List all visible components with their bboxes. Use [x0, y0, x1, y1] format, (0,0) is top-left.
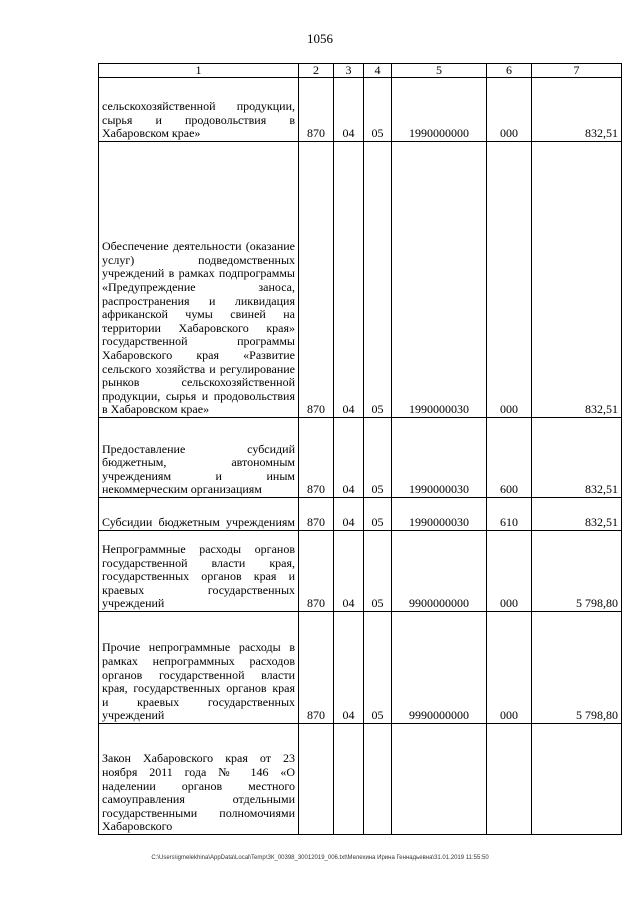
row-col5-cell: 9900000000 [392, 531, 487, 612]
file-path-footer: C:\Users\igmelekhina\AppData\Local\Temp\ЗК_00398_30012019_006.txt\Мелехина Ирина Геннадьевна\31.01.2019 11:55:50 [151, 855, 489, 861]
row-amount-cell: 5 798,80 [532, 612, 622, 724]
row-col4-cell [364, 724, 392, 835]
row-col6-cell: 600 [487, 418, 532, 498]
row-col4-cell: 05 [364, 612, 392, 724]
column-header: 1 [99, 64, 299, 78]
row-col6-cell: 000 [487, 78, 532, 142]
column-header: 7 [532, 64, 622, 78]
column-header: 3 [334, 64, 364, 78]
row-col6-cell: 610 [487, 498, 532, 531]
row-col3-cell: 04 [334, 78, 364, 142]
table-row [99, 612, 622, 724]
row-col5-cell: 1990000000 [392, 78, 487, 142]
table-row [99, 498, 622, 531]
row-name-cell: Предоставление субсидий бюджетным, автономным учреждениям и иным некоммерческим организациям [99, 418, 299, 498]
row-col6-cell: 000 [487, 531, 532, 612]
row-col2-cell: 870 [299, 78, 334, 142]
row-col6-cell [487, 724, 532, 835]
column-header: 5 [392, 64, 487, 78]
row-col4-cell: 05 [364, 531, 392, 612]
column-header: 2 [299, 64, 334, 78]
row-col4-cell: 05 [364, 498, 392, 531]
row-col4-cell: 05 [364, 142, 392, 418]
row-amount-cell [532, 724, 622, 835]
row-col4-cell: 05 [364, 418, 392, 498]
row-col5-cell: 9990000000 [392, 612, 487, 724]
row-name-cell: сельскохозяйственной продукции, сырья и продовольствия в Хабаровском крае» [99, 78, 299, 142]
row-col5-cell: 1990000030 [392, 418, 487, 498]
row-amount-cell: 832,51 [532, 418, 622, 498]
table-row [99, 142, 622, 418]
row-col2-cell [299, 724, 334, 835]
row-amount-cell: 832,51 [532, 78, 622, 142]
row-col6-cell: 000 [487, 142, 532, 418]
budget-table [98, 63, 622, 835]
row-name-cell: Прочие непрограммные расходы в рамках непрограммных расходов органов государственной власти края, государственных органов края и краевых государственных учреждений [99, 612, 299, 724]
row-col3-cell: 04 [334, 498, 364, 531]
row-col5-cell: 1990000030 [392, 142, 487, 418]
row-col2-cell: 870 [299, 142, 334, 418]
row-col3-cell [334, 724, 364, 835]
row-amount-cell: 832,51 [532, 498, 622, 531]
table-header-row [99, 64, 622, 78]
row-col5-cell: 1990000030 [392, 498, 487, 531]
table-row [99, 724, 622, 835]
row-col4-cell: 05 [364, 78, 392, 142]
table-row [99, 531, 622, 612]
row-col2-cell: 870 [299, 498, 334, 531]
row-col3-cell: 04 [334, 612, 364, 724]
table-row [99, 78, 622, 142]
column-header: 6 [487, 64, 532, 78]
row-col2-cell: 870 [299, 418, 334, 498]
row-col2-cell: 870 [299, 531, 334, 612]
row-col2-cell: 870 [299, 612, 334, 724]
row-name-cell: Закон Хабаровского края от 23 ноября 2011 года № 146 «О наделении органов местного самоуправления отдельными государственными полномочиями Хабаровского [99, 724, 299, 835]
row-col3-cell: 04 [334, 418, 364, 498]
row-name-cell: Обеспечение деятельности (оказание услуг) подведомственных учреждений в рамках подпрограммы «Предупреждение заноса, распространения и ликвидация африканской чумы свиней на территории Хабаровского края» государственной программы Хабаровского края «Развитие сельского хозяйства и регулирование рынков сельскохозяйственной продукции, сырья и продовольствия в Хабаровском крае» [99, 142, 299, 418]
row-amount-cell: 5 798,80 [532, 531, 622, 612]
row-name-cell: Субсидии бюджетным учреждениям [99, 498, 299, 531]
row-col5-cell [392, 724, 487, 835]
page-number: 1056 [307, 31, 333, 46]
row-col6-cell: 000 [487, 612, 532, 724]
row-col3-cell: 04 [334, 531, 364, 612]
column-header: 4 [364, 64, 392, 78]
row-name-cell: Непрограммные расходы органов государственной власти края, государственных органов края и краевых государственных учреждений [99, 531, 299, 612]
row-amount-cell: 832,51 [532, 142, 622, 418]
table-row [99, 418, 622, 498]
row-col3-cell: 04 [334, 142, 364, 418]
